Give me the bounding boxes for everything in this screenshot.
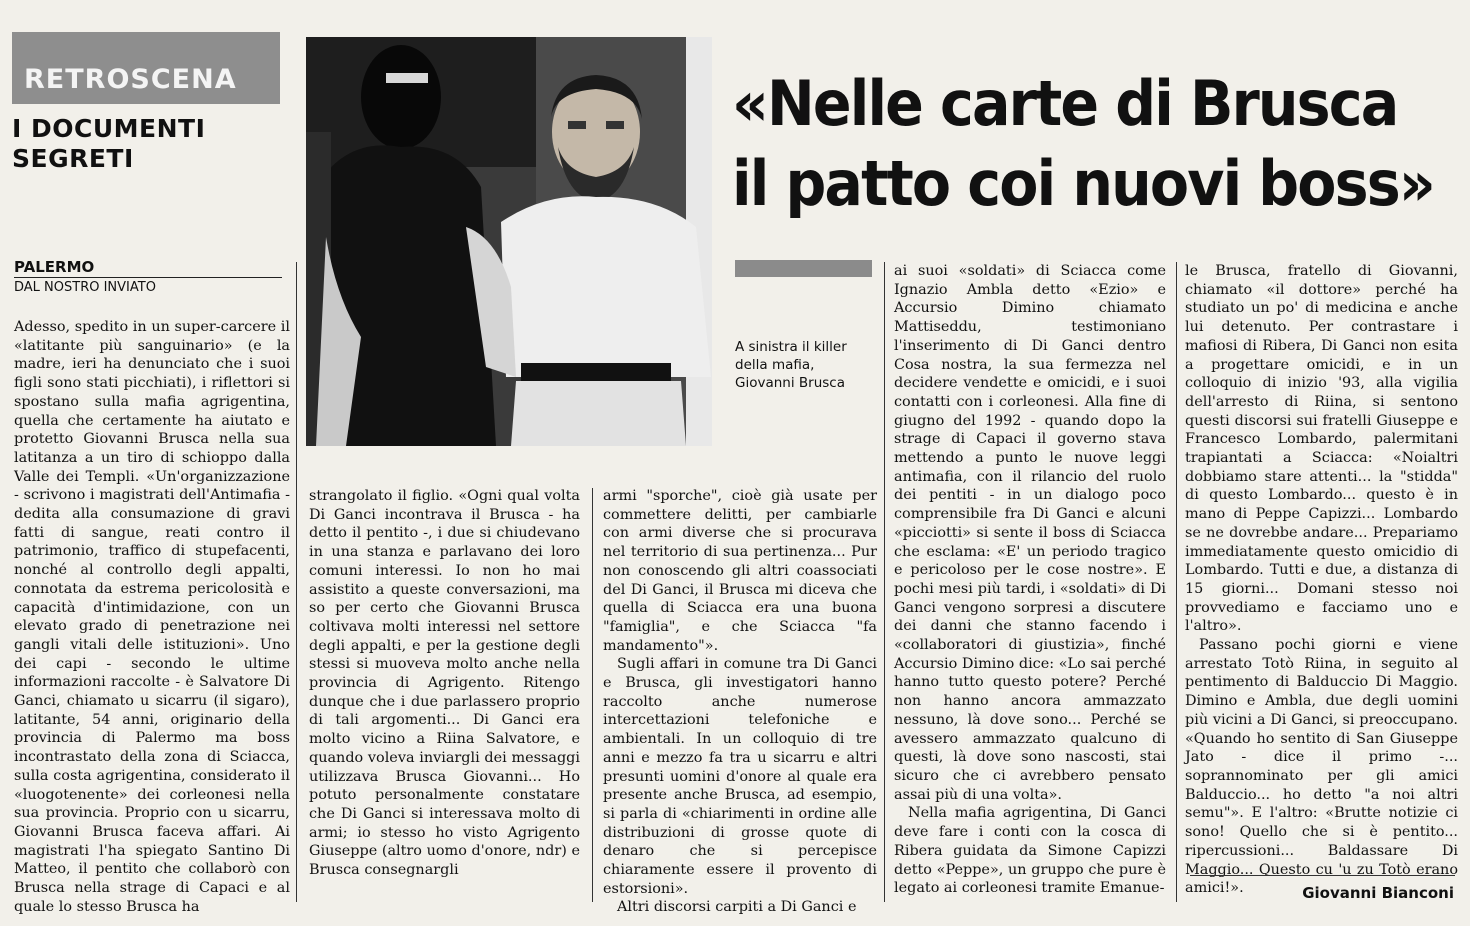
article-column-4 xyxy=(894,262,1166,910)
author-byline: Giovanni Bianconi xyxy=(1302,884,1454,902)
headline-line-1: «Nelle carte di Brusca xyxy=(732,67,1398,140)
subkicker xyxy=(12,114,292,174)
paragraph: le Brusca, fratello di Giovanni, chiamato «il dottore» perché ha studiato un po' di medicina e anche lui detenuto. Per contrastare i mafiosi di Ribera, Di Ganci non esita a progettare omicidi, e in un colloquio di inizio '93, alla vigilia dell'arresto di Riina, si sentono questi discorsi sui fratelli Giuseppe e Francesco Lombardo, palermitani trapiantati a Sciacca: «Noialtri dobbiamo stare attenti... la "stidda" di questo Lombardo... questo è in mano di Peppe Capizzi... Lombardo se ne dovrebbe andare... Prepariamo immediatamente questo omicidio di Lombardo. Tutti e due, a distanza di 15 giorni... Domani stesso noi provvediamo e facciamo uno e l'altro». xyxy=(1185,263,1458,635)
paragraph: Nella mafia agrigentina, Di Ganci deve fare i conti con la cosca di Ribera guidata da Simone Capizzi detto «Peppe», un gruppo che pure è legato ai corleonesi tramite Emanue- xyxy=(894,805,1166,897)
dateline-byline: DAL NOSTRO INVIATO xyxy=(14,280,156,295)
paragraph: Passano pochi giorni e viene arrestato Totò Riina, in seguito al pentimento di Balduccio Di Maggio. Dimino e Ambla, due degli uomini più vicini a Di Ganci, si preoccupano. «Quando ho sentito di San Giuseppe Jato - dice il primo -... soprannominato per gli amici Balduccio... ho detto "a noi altri semu"». E l'altro: «Brutte notizie ci sono! Quello che si è pentito... ripercussioni... Baldassare Di Maggio... Questo cu 'u zu Totò erano amici!». xyxy=(1185,637,1458,897)
article-column-3 xyxy=(603,487,877,916)
paragraph: Sugli affari in comune tra Di Ganci e Brusca, gli investigatori hanno raccolto anche numerose intercettazioni telefoniche e ambientali. In un colloquio di tre anni e mezzo fa tra u sicarru e altri presunti uomini d'onore al quale era presente anche Brusca, ad esempio, si parla di «chiarimenti in ordine alle distribuzioni di grosse quote di denaro che si percepisce chiaramente essere il provento di estorsioni». xyxy=(603,656,877,897)
column-divider xyxy=(1176,262,1177,902)
caption-rule xyxy=(735,260,872,277)
article-column-2 xyxy=(309,487,580,910)
paragraph: strangolato il figlio. «Ogni qual volta Di Ganci incontrava il Brusca - ha detto il pentito -, i due si chiudevano in una stanza e parlavano dei loro comuni interessi. Io non ho mai assistito a queste conversazioni, ma so per certo che Giovanni Brusca coltivava molti interessi nel settore degli appalti, e per la gestione degli stessi si muoveva molto anche nella provincia di Agrigento. Ritengo dunque che i due parlassero proprio di tali argomenti... Di Ganci era molto vicino a Riina Salvatore, e quando voleva inviargli dei messaggi utilizzava Brusca Giovanni... Ho potuto personalmente constatare che Di Ganci si interessava molto di armi; io stesso ho visto Agrigento Giuseppe (altro uomo d'onore, ndr) e Brusca consegnargli xyxy=(309,488,580,879)
news-photo xyxy=(306,37,712,446)
column-divider xyxy=(884,262,885,902)
subkicker-line-1: I DOCUMENTI xyxy=(12,114,206,143)
paragraph: armi "sporche", cioè già usate per commettere delitti, per cambiarle con armi diverse che si procurava nel territorio di sua pertinenza... Pur non conoscendo gli altri coassociati del Di Ganci, il Brusca mi diceva che quella di Sciacca era una buona "famiglia", e che Sciacca "fa mandamento"». xyxy=(603,488,877,654)
byline-rule xyxy=(1190,875,1455,876)
paragraph: Altri discorsi carpiti a Di Ganci e xyxy=(617,899,857,916)
column-divider xyxy=(592,488,593,902)
headline xyxy=(732,64,1434,224)
paragraph: ai suoi «soldati» di Sciacca come Ignazio Ambla detto «Ezio» e Accursio Dimino chiamato Mattiseddu, testimoniano l'inserimento di Di Ganci dentro Cosa nostra, la sua fermezza nel decidere vendette e omicidi, e i suoi contatti con i corleonesi. Alla fine di giugno del 1992 - quando dopo la strage di Capaci il governo stava mettendo a punto le nuove leggi antimafia, con il rilancio del ruolo dei pentiti - in un dialogo poco comprensibile fra Di Ganci e alcuni «picciotti» si sente il boss di Sciacca che esclama: «E' un periodo tragico e pericoloso per le cose nostre». E pochi mesi più tardi, i «soldati» di Di Ganci vengono sorpresi a discutere dei danni che stanno facendo i «collaboratori di giustizia», finché Accursio Dimino dice: «Lo sai perché hanno tutto questo potere? Perché non hanno ancora ammazzato nessuno, là dove sono... Perché se avessero ammazzato qualcuno di questi, là dove sono nascosti, stai sicuro che ci avrebbero pensato assai più di una volta». xyxy=(894,263,1166,803)
paragraph: Adesso, spedito in un super-carcere il «latitante più sanguinario» (e la madre, ieri ha denunciato che i suoi figli sono stati picchiati), i riflettori si spostano sulla mafia agrigentina, quella che certamente ha aiutato e protetto Giovanni Brusca nella sua latitanza a un tiro di schioppo dalla Valle dei Templi. «Un'organizzazione - scrivono i magistrati dell'Antimafia - dedita alla consumazione di gravi fatti di sangue, reati contro il patrimonio, traffico di stupefacenti, nonché al controllo degli appalti, connotata da estrema pericolosità e capacità d'intimidazione, con un elevato grado di penetrazione nei gangli vitali delle istituzioni». Uno dei capi - secondo le ultime informazioni raccolte - è Salvatore Di Ganci, chiamato u sicarru (il sigaro), latitante, 54 anni, originario della provincia di Palermo ma boss incontrastato della zona di Sciacca, sulla costa agrigentina, considerato il «luogotenente» dei corleonesi nella sua provincia. Proprio con u sicarru, Giovanni Brusca faceva affari. Ai magistrati l'ha spiegato Santino Di Matteo, il pentito che collaborò con Brusca nella strage di Capaci e al quale lo stesso Brusca ha xyxy=(14,319,290,915)
section-kicker: RETROSCENA xyxy=(24,64,237,95)
dateline-place: PALERMO xyxy=(14,258,95,276)
subkicker-line-2: SEGRETI xyxy=(12,144,134,173)
headline-line-2: il patto coi nuovi boss» xyxy=(732,147,1434,220)
photo-caption: A sinistra il killer della mafia, Giovanni Brusca xyxy=(735,339,847,391)
column-divider xyxy=(296,262,297,902)
article-column-1 xyxy=(14,318,290,915)
dateline-rule xyxy=(14,277,282,278)
photo-giovanni-brusca-arrest-icon xyxy=(306,37,712,446)
